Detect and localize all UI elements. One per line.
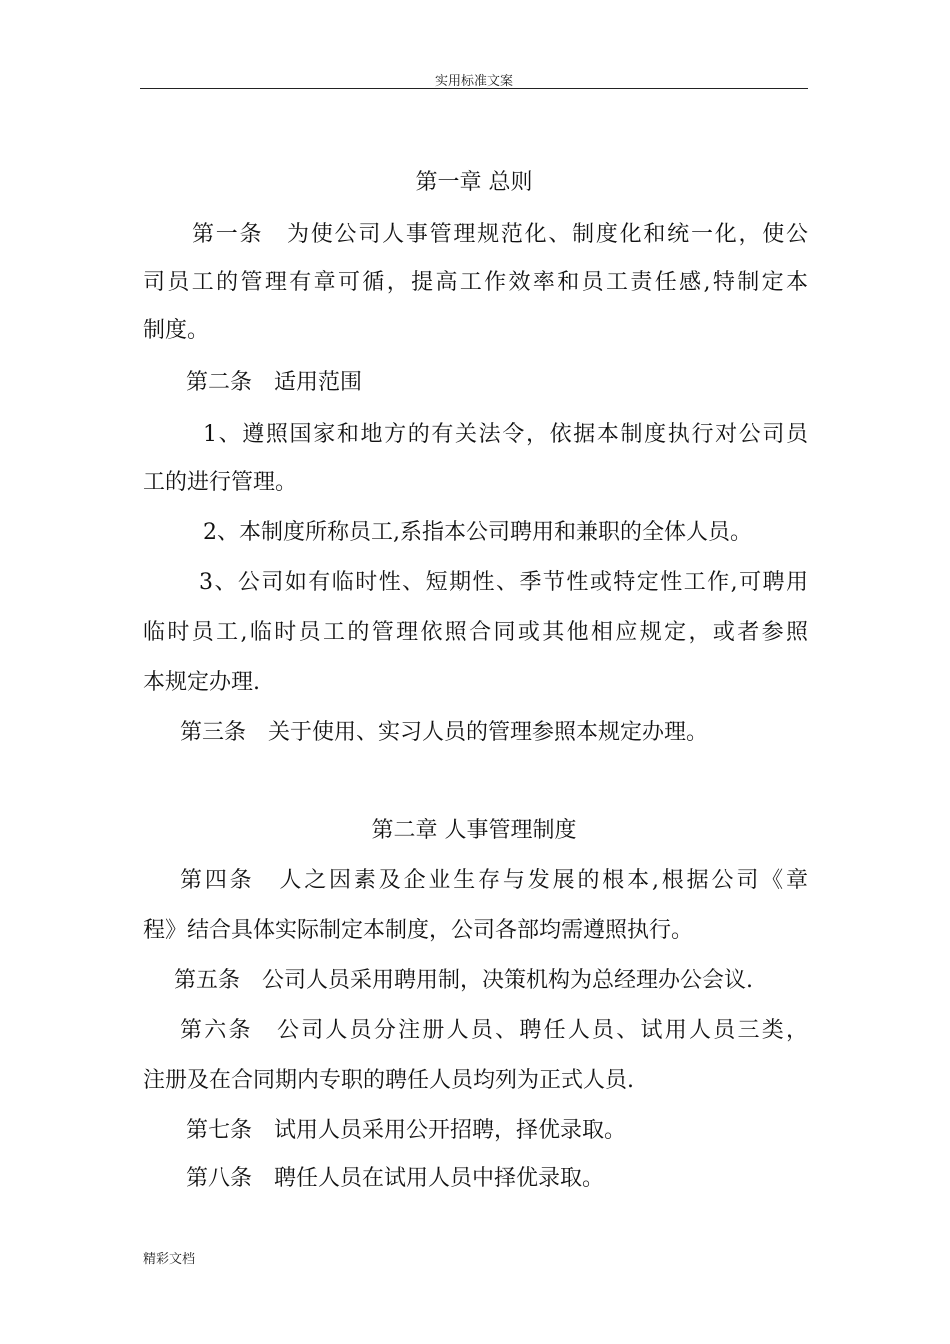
article-4-text-1: 人之因素及企业生存与发展的根本,根据公司《章 <box>276 868 808 893</box>
header-rule <box>140 88 808 89</box>
chapter-1-title: 第一章 总则 <box>415 170 533 195</box>
article-2-item-3-line-1: 3、公司如有临时性、短期性、季节性或特定性工作,可聘用 <box>199 570 808 595</box>
article-3-line <box>180 718 845 748</box>
article-3-label: 第三条 <box>180 720 247 745</box>
article-6-line-1 <box>180 1016 808 1046</box>
article-3-text: 关于使用、实习人员的管理参照本规定办理。 <box>268 720 709 745</box>
article-2-text: 适用范围 <box>274 370 363 395</box>
article-4-line-1 <box>180 866 808 896</box>
article-5-label: 第五条 <box>174 968 241 993</box>
article-1-line-2: 司员工的管理有章可循，提高工作效率和员工责任感,特制定本 <box>143 270 808 295</box>
article-2-line <box>186 368 851 398</box>
article-8-text: 聘任人员在试用人员中择优录取。 <box>274 1166 605 1191</box>
page-footer: 精彩文档 <box>143 1252 196 1267</box>
article-4-line-2: 程》结合具体实际制定本制度，公司各部均需遵照执行。 <box>143 918 694 943</box>
article-6-text-1: 公司人员分注册人员、聘任人员、试用人员三类， <box>274 1018 808 1043</box>
article-2-label: 第二条 <box>186 370 253 395</box>
article-1-text-1: 为使公司人事管理规范化、制度化和统一化，使公 <box>285 222 808 247</box>
article-2-item-1-line-1: 1、遵照国家和地方的有关法令，依据本制度执行对公司员 <box>203 422 808 447</box>
article-2-item-3-line-2: 临时员工,临时员工的管理依照合同或其他相应规定，或者参照 <box>143 620 808 645</box>
article-1-line-1 <box>192 220 808 250</box>
article-8-label: 第八条 <box>186 1166 253 1191</box>
article-1-line-3: 制度。 <box>143 318 210 343</box>
article-8-line <box>186 1164 851 1194</box>
chapter-2-title: 第二章 人事管理制度 <box>371 818 577 843</box>
article-4-label: 第四条 <box>180 868 255 893</box>
article-7-text: 试用人员采用公开招聘，择优录取。 <box>274 1118 627 1143</box>
article-7-label: 第七条 <box>186 1118 253 1143</box>
page-header: 实用标准文案 <box>434 74 513 89</box>
article-2-item-2: 2、本制度所称员工,系指本公司聘用和兼职的全体人员。 <box>203 520 752 545</box>
article-5-text: 公司人员采用聘用制，决策机构为总经理办公会议. <box>262 968 754 993</box>
article-6-line-2: 注册及在合同期内专职的聘任人员均列为正式人员. <box>143 1068 634 1093</box>
article-2-item-1-line-2: 工的进行管理。 <box>143 470 298 495</box>
article-5-line <box>174 966 839 996</box>
article-1-label: 第一条 <box>192 222 264 247</box>
article-7-line <box>186 1116 851 1146</box>
article-6-label: 第六条 <box>180 1018 253 1043</box>
article-2-item-3-line-3: 本规定办理. <box>143 670 260 695</box>
